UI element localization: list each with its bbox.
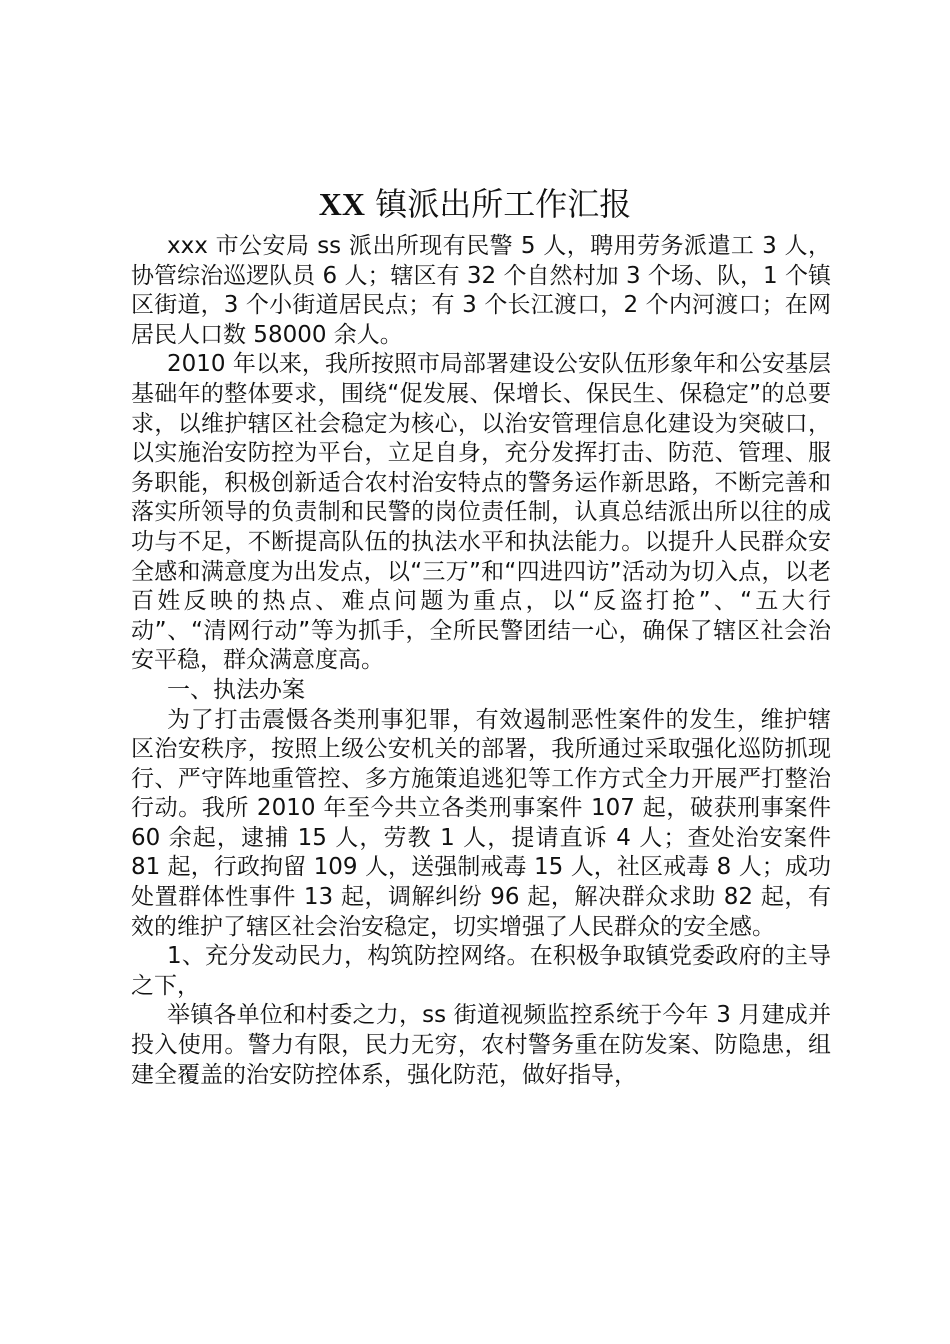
- section-heading-law-enforcement: 一、执法办案: [167, 676, 305, 703]
- paragraph-item-1-continued: 举镇各单位和村委之力，ss 街道视频监控系统于今年 3 月建成并投入使用。警力有限，民力无穷，农村警务重在防发案、防隐患，组建全覆盖的治安防控体系，强化防范，做好指导，: [131, 1002, 831, 1088]
- paragraph-overview: 2010 年以来，我所按照市局部署建设公安队伍形象年和公安基层基础年的整体要求，围绕“促发展、保增长、保民生、保稳定”的总要求，以维护辖区社会稳定为核心，以治安管理信息化建设为突破口，以实施治安防控为平台，立足自身，充分发挥打击、防范、管理、服务职能，积极创新适合农村治安特点的警务运作新思路，不断完善和落实所领导的负责制和民警的岗位责任制，认真总结派出所以往的成功与不足，不断提高队伍的执法水平和执法能力。以提升人民群众安全感和满意度为出发点，以“三万”和“四进四访”活动为切入点，以老百姓反映的热点、难点问题为重点，以“反盗打抢”、“五大行动”、“清网行动”等为抓手，全所民警团结一心，确保了辖区社会治安平稳，群众满意度高。: [131, 351, 831, 674]
- title-rest: 镇派出所工作汇报: [375, 185, 632, 223]
- document-title: [0, 181, 950, 227]
- title-latin: XX: [318, 186, 366, 222]
- document-body: [131, 232, 831, 1090]
- paragraph-item-1: 1、充分发动民力，构筑防控网络。在积极争取镇党委政府的主导之下，: [131, 943, 831, 999]
- paragraph-law-enforcement: 为了打击震慑各类刑事犯罪，有效遏制恶性案件的发生，维护辖区治安秩序，按照上级公安机关的部署，我所通过采取强化巡防抓现行、严守阵地重管控、多方施策追逃犯等工作方式全力开展严打整治行动。我所 2010 年至今共立各类刑事案件 107 起，破获刑事案件 60 余起，逮捕 15 人，劳教 1 人，提请直诉 4 人；查处治安案件 81 起，行政拘留 109 人，送强制戒毒 15 人，社区戒毒 8 人；成功处置群体性事件 13 起，调解纠纷 96 起，解决群众求助 82 起，有效的维护了辖区社会治安稳定，切实增强了人民群众的安全感。: [131, 706, 831, 940]
- paragraph-intro: xxx 市公安局 ss 派出所现有民警 5 人，聘用劳务派遣工 3 人，协管综治巡逻队员 6 人；辖区有 32 个自然村加 3 个场、队，1 个镇区街道，3 个小街道居民点；有 3 个长江渡口，2 个内河渡口；在网居民人口数 58000 余人。: [131, 233, 831, 348]
